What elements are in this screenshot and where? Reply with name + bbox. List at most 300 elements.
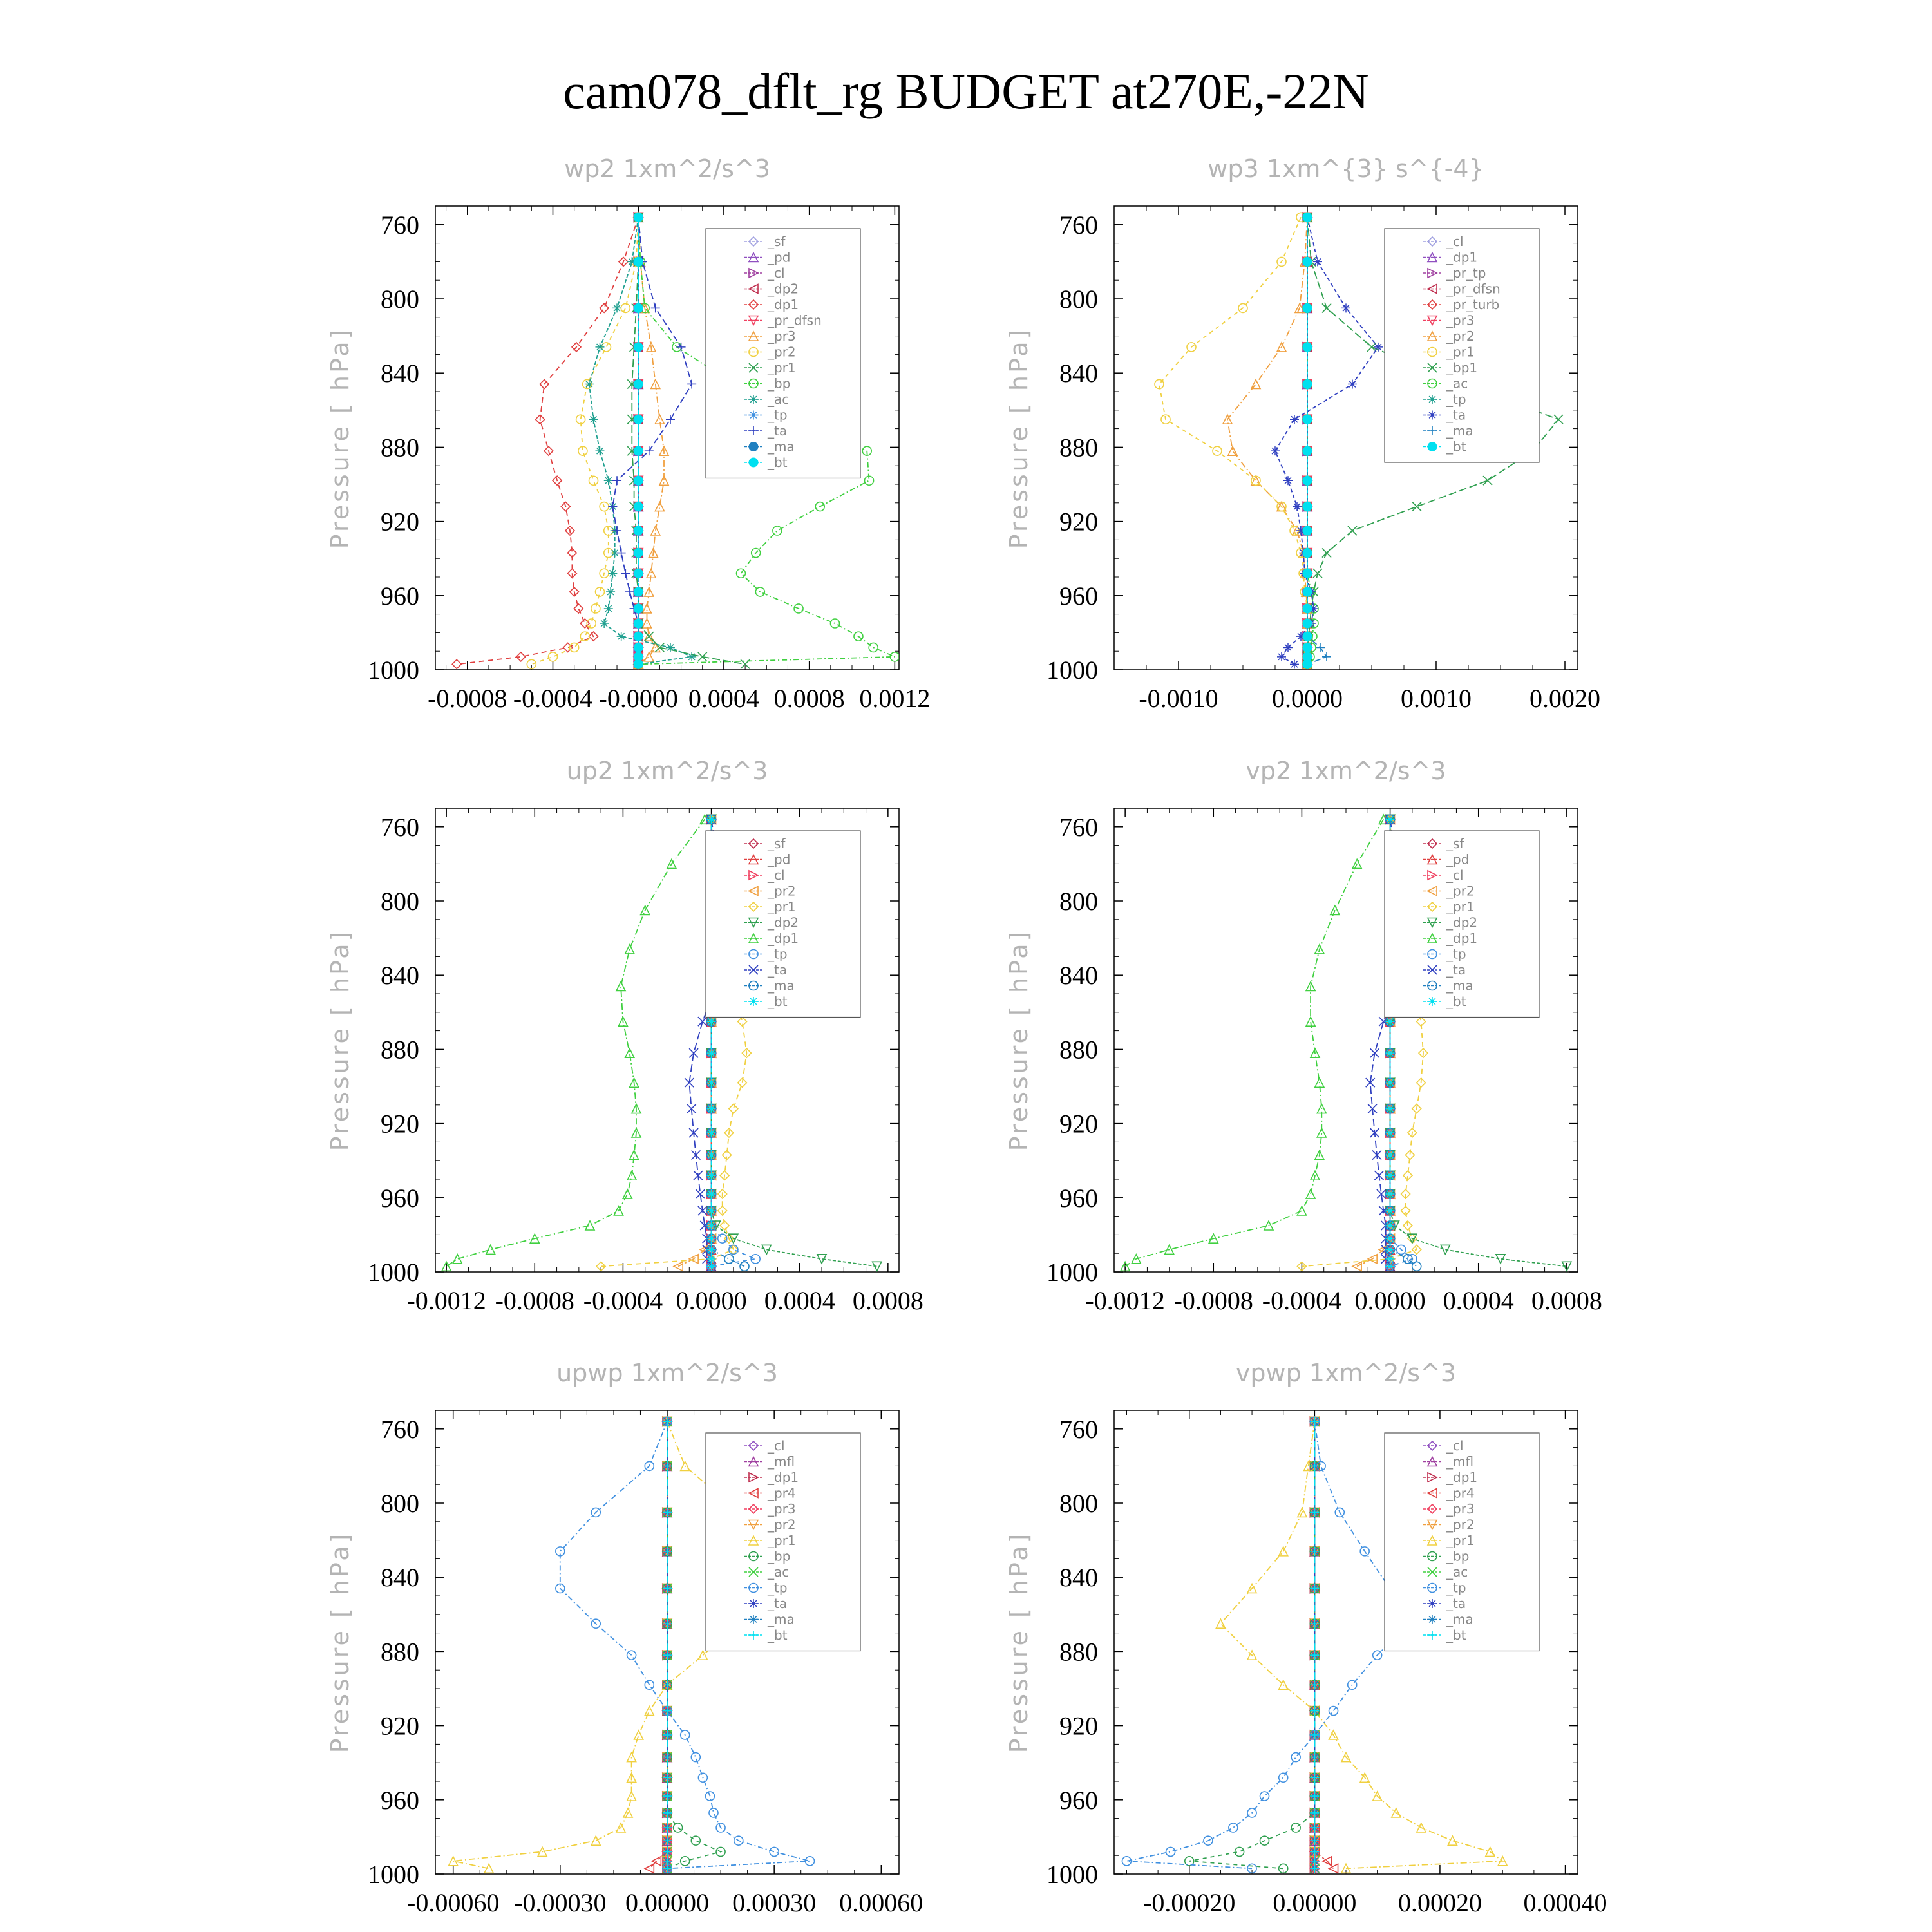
y-tick-label: 880 xyxy=(381,433,419,462)
legend-label: _ta xyxy=(768,423,788,439)
series-line xyxy=(1227,217,1307,664)
series-ac xyxy=(585,213,696,668)
legend-label: _dp1 xyxy=(768,931,799,946)
x-tick-label: -0.0004 xyxy=(513,684,593,713)
legend-label: _cl xyxy=(1446,234,1464,249)
legend xyxy=(706,229,860,478)
series-line xyxy=(1159,217,1307,664)
series-dp1 xyxy=(452,213,643,668)
legend-label: _pr1 xyxy=(1446,344,1475,360)
y-tick-label: 840 xyxy=(381,1563,419,1593)
y-tick-label: 1000 xyxy=(368,1860,419,1889)
x-tick-label: 0.0008 xyxy=(852,1286,923,1315)
x-tick-label: -0.0004 xyxy=(583,1286,663,1315)
data-point xyxy=(1291,1823,1300,1832)
y-tick-label: 800 xyxy=(1059,1489,1098,1518)
legend-label: _bt xyxy=(768,455,788,470)
legend-label: _pr3 xyxy=(768,328,796,344)
y-tick-label: 840 xyxy=(381,961,419,990)
panel-title: vp2 1xm^2/s^3 xyxy=(1245,757,1446,785)
x-tick-label: 0.00020 xyxy=(1397,1888,1482,1917)
data-point xyxy=(1341,303,1350,312)
x-tick-label: 0.00000 xyxy=(625,1888,709,1917)
data-point xyxy=(709,1808,718,1817)
y-tick-label: 1000 xyxy=(368,656,419,685)
y-tick-label: 840 xyxy=(1059,359,1098,388)
data-point xyxy=(1386,1078,1395,1087)
data-point xyxy=(1303,303,1312,312)
legend-label: _dp1 xyxy=(768,1470,799,1485)
data-point xyxy=(1412,1262,1421,1271)
legend-label: _ac xyxy=(768,1564,790,1580)
legend-label: _ac xyxy=(768,392,790,407)
legend-label: _bt xyxy=(768,1627,788,1643)
data-point xyxy=(634,569,643,578)
y-tick-label: 840 xyxy=(1059,961,1098,990)
data-point xyxy=(773,526,782,535)
x-tick-label: 0.00000 xyxy=(1273,1888,1357,1917)
y-tick-label: 760 xyxy=(1059,1414,1098,1444)
legend xyxy=(1385,229,1539,462)
data-point xyxy=(1303,587,1312,596)
legend-label: _sf xyxy=(768,836,786,851)
series-pr2 xyxy=(1223,213,1312,668)
legend-label: _pr4 xyxy=(1446,1485,1475,1501)
panel-title: vpwp 1xm^2/s^3 xyxy=(1235,1359,1457,1387)
legend-label: _bt xyxy=(1446,1627,1466,1643)
data-point xyxy=(1303,619,1312,628)
legend-label: _ma xyxy=(768,1611,795,1627)
data-point xyxy=(707,1078,716,1087)
data-point xyxy=(806,1857,815,1866)
data-point xyxy=(1386,1171,1395,1180)
legend-label: _tp xyxy=(768,407,788,423)
panel-title: up2 1xm^2/s^3 xyxy=(566,757,768,785)
data-point xyxy=(718,1234,727,1243)
chart-panel-2 xyxy=(1005,155,1600,713)
data-point xyxy=(707,1234,716,1243)
data-point xyxy=(645,652,654,661)
data-point xyxy=(707,1262,716,1271)
legend-label: _pr_dfsn xyxy=(1446,281,1501,297)
y-tick-label: 1000 xyxy=(1046,656,1098,685)
data-point xyxy=(1386,815,1395,824)
data-point xyxy=(666,415,675,424)
x-tick-label: 0.0020 xyxy=(1530,684,1600,713)
legend-label: _ac xyxy=(1446,375,1468,392)
legend-label: _ma xyxy=(1446,1611,1473,1627)
y-tick-label: 920 xyxy=(381,1711,419,1741)
data-point xyxy=(1279,1773,1288,1782)
legend xyxy=(706,831,860,1018)
y-tick-label: 880 xyxy=(381,1035,419,1065)
legend-label: _tp xyxy=(1446,1580,1466,1596)
x-tick-label: -0.00060 xyxy=(407,1888,500,1917)
legend-marker xyxy=(749,395,758,404)
legend-label: _cl xyxy=(768,867,785,883)
data-point xyxy=(585,1221,594,1230)
y-tick-label: 880 xyxy=(1059,1637,1098,1667)
data-point xyxy=(729,1104,738,1113)
data-point xyxy=(1303,213,1312,222)
legend-label: _bp xyxy=(768,1548,791,1564)
legend-label: _pr2 xyxy=(1446,883,1475,899)
data-point xyxy=(707,815,716,824)
data-point xyxy=(1313,569,1322,578)
data-point xyxy=(707,1171,716,1180)
data-point xyxy=(1303,476,1312,485)
series-bt xyxy=(1310,1417,1319,1873)
data-point xyxy=(1322,549,1331,558)
data-point xyxy=(634,659,643,668)
data-point xyxy=(634,1730,643,1739)
legend-marker xyxy=(1428,1599,1437,1608)
data-point xyxy=(651,303,660,312)
series-line xyxy=(1307,217,1327,664)
legend-label: _pr2 xyxy=(1446,328,1475,344)
data-point xyxy=(1229,1823,1238,1832)
data-point xyxy=(621,569,630,578)
data-point xyxy=(600,303,609,312)
legend-marker xyxy=(749,997,758,1006)
data-point xyxy=(484,1864,493,1873)
legend-label: _pd xyxy=(1446,851,1470,867)
y-tick-label: 960 xyxy=(1059,581,1098,611)
data-point xyxy=(634,604,643,613)
legend-label: _pr_tp xyxy=(1446,265,1486,281)
legend-label: _cl xyxy=(1446,1438,1464,1454)
data-point xyxy=(625,587,634,596)
data-point xyxy=(1303,526,1312,535)
data-point xyxy=(608,569,617,578)
data-point xyxy=(1322,652,1331,661)
data-point xyxy=(1348,379,1357,388)
legend-label: _dp1 xyxy=(1446,249,1478,265)
legend-label: _pr_turb xyxy=(1446,297,1500,312)
legend-label: _pd xyxy=(768,249,791,265)
legend-label: _cl xyxy=(768,1438,785,1454)
data-point xyxy=(589,476,598,485)
data-point xyxy=(616,981,625,990)
y-tick-label: 920 xyxy=(381,1109,419,1139)
legend-label: _dp2 xyxy=(1446,914,1478,931)
y-tick-label: 760 xyxy=(381,210,419,240)
series-pr1 xyxy=(1155,213,1312,668)
legend-label: _pr1 xyxy=(1446,899,1475,914)
series-line xyxy=(446,819,705,1266)
legend-marker xyxy=(1428,395,1437,404)
x-tick-label: 0.0008 xyxy=(1531,1286,1602,1315)
x-tick-label: 0.0008 xyxy=(773,684,845,713)
x-tick-label: -0.00030 xyxy=(514,1888,607,1917)
y-tick-label: 800 xyxy=(381,1489,419,1518)
legend-label: _ta xyxy=(768,1596,788,1611)
legend-label: _ta xyxy=(1446,962,1466,978)
series-ac xyxy=(1303,213,1318,668)
data-point xyxy=(612,303,621,312)
data-point xyxy=(617,549,626,558)
series-dp1 xyxy=(442,815,709,1271)
legend-label: _ma xyxy=(1446,978,1473,994)
series-line xyxy=(649,1421,667,1868)
series-bt xyxy=(1303,213,1312,668)
x-tick-label: -0.0008 xyxy=(1173,1286,1253,1315)
y-tick-label: 920 xyxy=(1059,1109,1098,1139)
x-tick-label: -0.0012 xyxy=(1085,1286,1165,1315)
data-point xyxy=(687,652,696,661)
legend-label: _ma xyxy=(768,978,795,994)
chart-panel-5 xyxy=(326,1359,923,1917)
data-point xyxy=(617,632,626,641)
legend-label: _dp2 xyxy=(768,281,799,297)
y-tick-label: 800 xyxy=(381,887,419,916)
legend-marker xyxy=(749,1599,758,1608)
legend-marker xyxy=(1428,1615,1437,1624)
series-line xyxy=(1314,1421,1333,1868)
series-pr3 xyxy=(634,213,668,668)
data-point xyxy=(604,604,613,613)
data-point xyxy=(645,632,654,641)
series-line xyxy=(1275,217,1378,664)
legend-label: _mfl xyxy=(1446,1454,1474,1470)
y-tick-label: 840 xyxy=(381,359,419,388)
y-tick-label: 920 xyxy=(1059,507,1098,536)
y-tick-label: 960 xyxy=(381,1183,419,1213)
x-tick-label: -0.00020 xyxy=(1143,1888,1236,1917)
data-point xyxy=(691,1836,700,1845)
legend-label: _tp xyxy=(768,1580,788,1596)
data-point xyxy=(574,604,583,613)
data-point xyxy=(1448,1836,1457,1845)
x-tick-label: 0.00060 xyxy=(839,1888,923,1917)
x-tick-label: -0.0010 xyxy=(1139,684,1218,713)
series-line xyxy=(589,217,692,664)
data-point xyxy=(687,379,696,388)
legend-label: _pr3 xyxy=(1446,312,1475,328)
x-tick-label: 0.0004 xyxy=(1443,1286,1514,1315)
data-point xyxy=(570,643,579,652)
y-tick-label: 1000 xyxy=(1046,1258,1098,1287)
legend-label: _pr2 xyxy=(768,1517,796,1533)
data-point xyxy=(634,379,643,388)
data-point xyxy=(1303,569,1312,578)
legend-marker xyxy=(749,1615,758,1624)
legend-label: _pr4 xyxy=(768,1485,796,1501)
x-tick-label: 0.0000 xyxy=(676,1286,747,1315)
data-point xyxy=(1303,502,1312,511)
legend-label: _ta xyxy=(1446,1596,1466,1611)
data-point xyxy=(1348,526,1357,535)
data-point xyxy=(1303,643,1312,652)
data-point xyxy=(634,587,643,596)
data-point xyxy=(1483,476,1492,485)
legend-label: _pr_dfsn xyxy=(768,312,822,328)
legend-label: _bp1 xyxy=(1446,360,1478,375)
legend-label: _pr1 xyxy=(1446,1533,1475,1548)
data-point xyxy=(1412,502,1421,511)
y-axis-label: Pressure [ hPa] xyxy=(326,929,354,1151)
legend-marker xyxy=(1428,997,1437,1006)
panel-title: upwp 1xm^2/s^3 xyxy=(556,1359,778,1387)
legend-label: _ac xyxy=(1446,1564,1468,1580)
data-point xyxy=(1166,1847,1175,1856)
data-point xyxy=(591,604,600,613)
data-point xyxy=(1554,415,1563,424)
legend-label: _ta xyxy=(1446,407,1466,423)
data-point xyxy=(1290,415,1299,424)
data-point xyxy=(724,1255,734,1264)
legend-label: _pr1 xyxy=(768,360,796,375)
figure-title: cam078_dflt_rg BUDGET at270E,-22N xyxy=(563,63,1369,119)
series-line xyxy=(1127,1421,1409,1868)
y-tick-label: 760 xyxy=(381,812,419,842)
y-tick-label: 960 xyxy=(1059,1183,1098,1213)
legend-label: _bt xyxy=(1446,439,1466,455)
legend-label: _bp xyxy=(1446,1548,1470,1564)
series-tp xyxy=(1122,1417,1413,1873)
legend-label: _ma xyxy=(1446,423,1473,439)
legend-label: _pr2 xyxy=(1446,1517,1475,1533)
data-point xyxy=(612,476,621,485)
legend-label: _dp1 xyxy=(768,297,799,312)
y-tick-label: 800 xyxy=(1059,887,1098,916)
data-point xyxy=(1251,476,1260,485)
data-point xyxy=(1271,446,1280,455)
data-point xyxy=(587,619,596,628)
panel-title: wp2 1xm^2/s^3 xyxy=(564,155,770,183)
legend-label: _pr2 xyxy=(768,344,796,360)
y-tick-label: 920 xyxy=(1059,1711,1098,1741)
legend-label: _bp xyxy=(768,375,791,392)
y-tick-label: 800 xyxy=(381,285,419,314)
data-point xyxy=(634,619,643,628)
data-point xyxy=(1386,1262,1395,1271)
data-point xyxy=(589,415,598,424)
data-point xyxy=(634,526,643,535)
legend-label: _dp1 xyxy=(1446,1470,1478,1485)
series-line xyxy=(612,217,692,664)
legend-label: _cl xyxy=(768,265,785,281)
x-tick-label: 0.0010 xyxy=(1401,684,1472,713)
series-ta xyxy=(1271,213,1383,668)
data-point xyxy=(1374,343,1383,352)
y-tick-label: 880 xyxy=(1059,1035,1098,1065)
data-point xyxy=(634,446,643,455)
legend-label: _bt xyxy=(1446,994,1466,1009)
series-bp xyxy=(1185,1417,1320,1873)
data-point xyxy=(691,1753,700,1762)
data-point xyxy=(666,643,675,652)
data-point xyxy=(736,569,745,578)
data-point xyxy=(1303,446,1312,455)
data-point xyxy=(634,632,643,641)
data-point xyxy=(1277,652,1286,661)
data-point xyxy=(645,1707,654,1716)
y-tick-label: 960 xyxy=(381,1785,419,1815)
y-tick-label: 960 xyxy=(381,581,419,611)
data-point xyxy=(677,343,686,352)
data-point xyxy=(1303,343,1312,352)
legend-label: _pd xyxy=(768,851,791,867)
data-point xyxy=(634,502,643,511)
x-tick-label: 0.0004 xyxy=(764,1286,835,1315)
data-point xyxy=(1313,257,1322,266)
data-point xyxy=(1303,257,1312,266)
chart-panel-1 xyxy=(326,155,930,713)
x-tick-label: -0.0000 xyxy=(598,684,678,713)
y-axis-label: Pressure [ hPa] xyxy=(326,1531,354,1754)
data-point xyxy=(1329,1707,1338,1716)
chart-panel-3 xyxy=(326,757,923,1315)
data-point xyxy=(606,587,615,596)
data-point xyxy=(623,1189,632,1198)
y-tick-label: 1000 xyxy=(1046,1860,1098,1889)
series-bt xyxy=(663,1417,672,1873)
legend-label: _ta xyxy=(768,962,788,978)
y-axis-label: Pressure [ hPa] xyxy=(326,327,354,549)
y-tick-label: 960 xyxy=(1059,1785,1098,1815)
x-tick-label: -0.0004 xyxy=(1262,1286,1342,1315)
legend-marker xyxy=(749,458,758,467)
data-point xyxy=(707,1048,716,1057)
chart-panel-4 xyxy=(1005,757,1602,1315)
y-axis-label: Pressure [ hPa] xyxy=(1005,929,1033,1151)
data-point xyxy=(634,343,643,352)
legend-label: _dp1 xyxy=(1446,931,1478,946)
series-line xyxy=(1125,819,1383,1266)
y-tick-label: 760 xyxy=(381,1414,419,1444)
data-point xyxy=(1386,1221,1395,1230)
legend-marker xyxy=(749,411,758,420)
data-point xyxy=(1303,604,1312,613)
series-line xyxy=(638,217,664,664)
data-point xyxy=(707,1128,716,1137)
data-point xyxy=(707,1221,716,1230)
panels-group xyxy=(326,155,1607,1917)
data-point xyxy=(634,476,643,485)
data-point xyxy=(634,549,643,558)
data-point xyxy=(1322,303,1331,312)
y-tick-label: 880 xyxy=(1059,433,1098,462)
data-point xyxy=(1386,1048,1395,1057)
x-tick-label: 0.0004 xyxy=(688,684,759,713)
x-tick-label: -0.0008 xyxy=(428,684,507,713)
x-tick-label: 0.00030 xyxy=(732,1888,817,1917)
legend xyxy=(1385,1433,1539,1651)
legend-label: _sf xyxy=(1446,836,1464,851)
x-tick-label: -0.0012 xyxy=(406,1286,486,1315)
data-point xyxy=(604,476,613,485)
data-point xyxy=(1303,632,1312,641)
legend xyxy=(706,1433,860,1651)
data-point xyxy=(634,257,643,266)
y-tick-label: 1000 xyxy=(368,1258,419,1287)
y-tick-label: 880 xyxy=(381,1637,419,1667)
legend-label: _sf xyxy=(768,234,786,249)
y-tick-label: 800 xyxy=(1059,285,1098,314)
data-point xyxy=(595,446,604,455)
data-point xyxy=(1297,1206,1306,1215)
data-point xyxy=(1291,1753,1300,1762)
legend-label: _cl xyxy=(1446,867,1464,883)
legend-label: _pr1 xyxy=(768,899,796,914)
x-tick-label: 0.00040 xyxy=(1523,1888,1607,1917)
x-tick-label: 0.0000 xyxy=(1354,1286,1426,1315)
x-tick-label: 0.0012 xyxy=(859,684,931,713)
series-ta xyxy=(608,213,696,668)
legend-label: _tp xyxy=(1446,392,1466,407)
data-point xyxy=(634,643,643,652)
